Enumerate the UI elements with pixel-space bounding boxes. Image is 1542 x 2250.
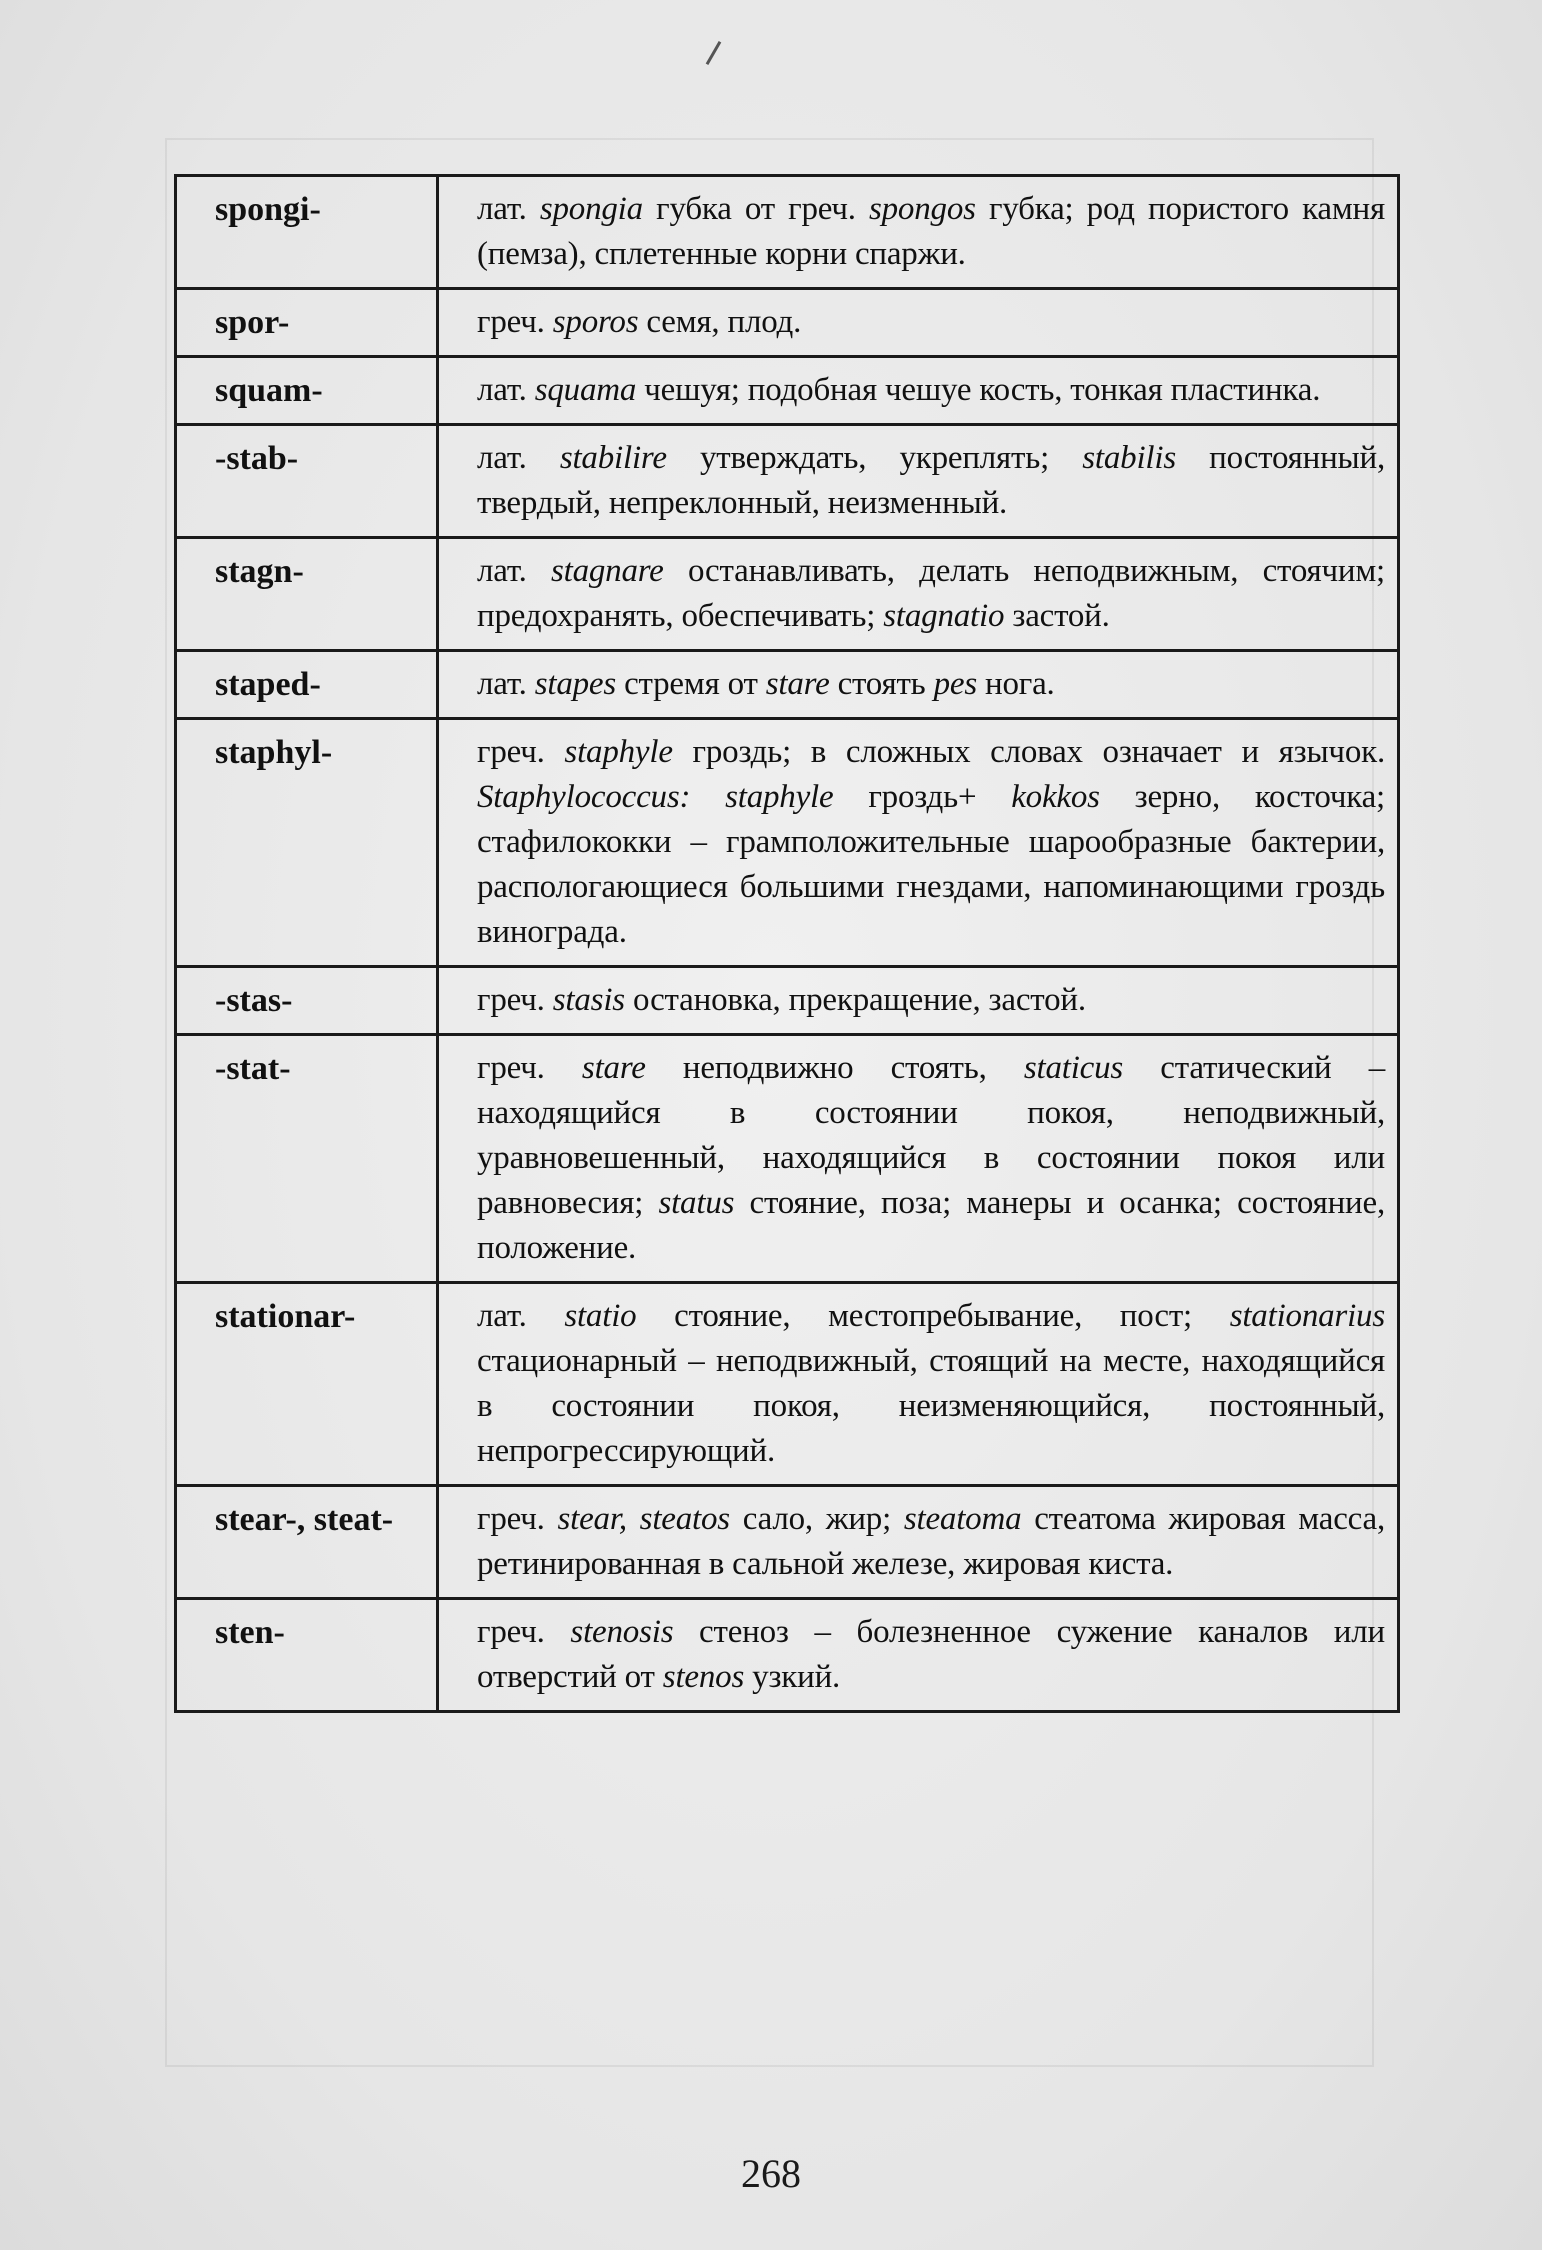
definition-italic-segment: stabilis (1082, 440, 1176, 476)
definition-segment: греч. (477, 982, 553, 1018)
entry-definition (438, 651, 1399, 719)
entry-definition (438, 1283, 1399, 1486)
table-row (176, 1283, 1399, 1486)
entry-definition (438, 719, 1399, 967)
table-row (176, 1035, 1399, 1283)
definition-segment: сало, жир; (729, 1501, 904, 1537)
definition-segment: стремя от (616, 666, 766, 702)
definition-segment: утверждать, укреплять; (666, 440, 1083, 476)
entry-definition (438, 1035, 1399, 1283)
definition-segment: гроздь; в сложных словах означает и язычок. (672, 734, 1385, 770)
entry-term: stear-, steat- (176, 1486, 438, 1599)
definition-italic-segment: stationarius (1229, 1298, 1385, 1334)
definition-italic-segment: steatoma (903, 1501, 1022, 1537)
entry-term: stagn- (176, 538, 438, 651)
definition-segment: стеноз – болезненное сужение каналов или отверстий от (477, 1614, 1385, 1695)
definition-segment: лат. (477, 440, 560, 476)
dictionary-table (174, 174, 1400, 1713)
table-row (176, 651, 1399, 719)
definition-italic-segment: stagnatio (883, 598, 1005, 634)
entry-definition (438, 1486, 1399, 1599)
definition-segment: лат. (477, 1298, 565, 1334)
definition-segment: остановка, прекращение, застой. (624, 982, 1086, 1018)
entry-definition (438, 538, 1399, 651)
definition-italic-segment: stabilire (559, 440, 667, 476)
definition-segment: губка; род пористого камня (пемза), сплетенные корни спаржи. (477, 191, 1385, 272)
dictionary-body (176, 176, 1399, 1712)
definition-segment: останавливать, делать неподвижным, стоячим; предохранять, обеспечивать; (477, 553, 1385, 634)
definition-italic-segment: status (658, 1185, 735, 1221)
definition-segment: стояние, местопребывание, пост; (636, 1298, 1230, 1334)
entry-term: stationar- (176, 1283, 438, 1486)
table-row (176, 176, 1399, 289)
page-number: 268 (741, 2151, 801, 2196)
definition-italic-segment: stare (765, 666, 830, 702)
table-row (176, 357, 1399, 425)
definition-italic-segment: stasis (552, 982, 625, 1018)
definition-segment: стояние, поза; манеры и осанка; состояние, положение. (477, 1185, 1386, 1266)
entry-definition (438, 357, 1399, 425)
table-row (176, 425, 1399, 538)
entry-definition (438, 425, 1399, 538)
definition-segment: постоянный, твердый, непреклонный, неизменный. (477, 440, 1386, 521)
definition-segment: стационарный – неподвижный, стоящий на месте, находящийся в состоянии покоя, неизменяющийся, постоянный, непрогрессирующий. (477, 1343, 1385, 1469)
definition-segment: гроздь+ (833, 779, 1012, 815)
definition-segment: узкий. (744, 1659, 841, 1695)
definition-segment: лат. (477, 666, 535, 702)
entry-definition (438, 176, 1399, 289)
definition-italic-segment: stapes (534, 666, 617, 702)
entry-term: staphyl- (176, 719, 438, 967)
definition-italic-segment: stare (581, 1050, 646, 1086)
entry-term: sten- (176, 1599, 438, 1712)
table-row (176, 719, 1399, 967)
definition-segment: нога. (976, 666, 1055, 702)
definition-segment: статический – находящийся в состоянии покоя, неподвижный, уравновешенный, находящийся в состоянии покоя или равновесия; (477, 1050, 1385, 1221)
definition-italic-segment: sporos (552, 304, 639, 340)
definition-segment: греч. (477, 1050, 582, 1086)
entry-term: -stab- (176, 425, 438, 538)
definition-italic-segment: staticus (1023, 1050, 1124, 1086)
definition-segment: греч. (477, 1501, 558, 1537)
entry-term: -stat- (176, 1035, 438, 1283)
definition-italic-segment: stagnare (550, 553, 664, 589)
definition-segment: греч. (477, 734, 565, 770)
entry-term: spor- (176, 289, 438, 357)
definition-segment: чешуя; подобная чешуе кость, тонкая пластинка. (636, 372, 1321, 408)
table-row (176, 1599, 1399, 1712)
entry-definition (438, 289, 1399, 357)
entry-term: -stas- (176, 967, 438, 1035)
definition-segment: неподвижно стоять, (645, 1050, 1024, 1086)
definition-italic-segment: stenos (662, 1659, 745, 1695)
entry-term: staped- (176, 651, 438, 719)
definition-segment: стеатома жировая масса, ретинированная в сальной железе, жировая киста. (477, 1501, 1385, 1582)
definition-italic-segment: Staphylococcus: staphyle (477, 779, 834, 815)
definition-italic-segment: squama (534, 372, 637, 408)
entry-term: squam- (176, 357, 438, 425)
definition-italic-segment: stear, steatos (557, 1501, 730, 1537)
definition-segment: застой. (1004, 598, 1110, 634)
definition-italic-segment: stenosis (570, 1614, 674, 1650)
entry-term: spongi- (176, 176, 438, 289)
definition-italic-segment: staphyle (564, 734, 673, 770)
definition-segment: греч. (477, 1614, 571, 1650)
definition-italic-segment: spongos (868, 191, 976, 227)
pencil-mark (706, 41, 722, 65)
definition-segment: греч. (477, 304, 553, 340)
entry-definition (438, 967, 1399, 1035)
table-row (176, 967, 1399, 1035)
definition-segment: губка от греч. (642, 191, 869, 227)
definition-italic-segment: kokkos (1011, 779, 1100, 815)
definition-italic-segment: spongia (539, 191, 643, 227)
definition-segment: стоять (829, 666, 934, 702)
table-row (176, 538, 1399, 651)
definition-segment: лат. (477, 553, 551, 589)
definition-italic-segment: statio (564, 1298, 637, 1334)
definition-segment: лат. (477, 372, 535, 408)
definition-segment: семя, плод. (638, 304, 802, 340)
table-row (176, 289, 1399, 357)
entry-definition (438, 1599, 1399, 1712)
definition-italic-segment: pes (933, 666, 977, 702)
definition-segment: лат. (477, 191, 540, 227)
definition-segment: зерно, косточка; стафилококки – грамположительные шарообразные бактерии, распологающиеся большими гнездами, напоминающими гроздь винограда. (477, 779, 1385, 950)
table-row (176, 1486, 1399, 1599)
